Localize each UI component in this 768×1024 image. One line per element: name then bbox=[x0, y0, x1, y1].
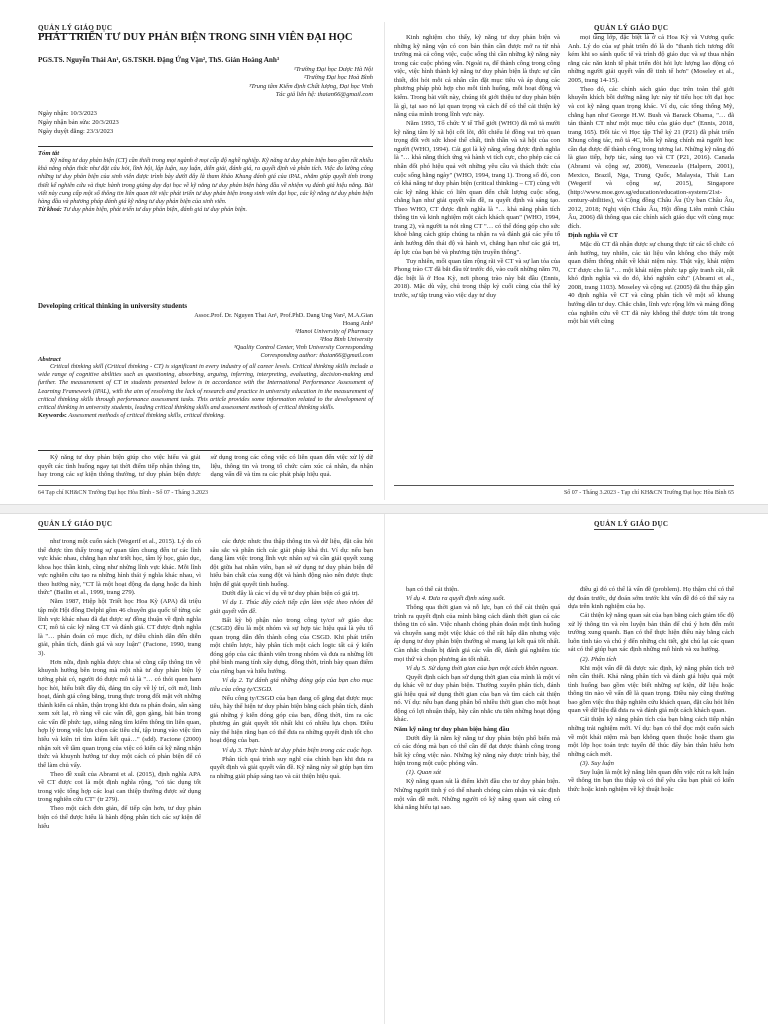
abstract-en-text: Critical thinking skill (Critical thinking - CT) is significant in every industry of all career levels. Critical thinking skills include a wide range of cognitive abilities such as questioning, absorbing, arguing, inferring, interpreting, evaluating, decision-making and further. The measurement of CT in students presented below is in accordance with the International Performance Assessment of Learning Framework (iPAL), with the aim of resolving the lack of research and practice in university education in the measurement of critical thinking skills through performance assessment tasks. This article provides some information related to the development of critical thinking in university students, leading critical thinking skills and assessment methods of critical thinking skills. bbox=[38, 363, 373, 411]
paragraph: Cải thiện kỹ năng phân tích của bạn bằng cách tiếp nhận những trải nghiệm mới. Ví dụ: bạn có thể đọc một cuốn sách về một khái niệm mà bạn không quen thuộc hoặc tham gia một lớp học toán trực tuyến để thúc đẩy bản thân hiểu hơn những cách mới. bbox=[568, 716, 734, 758]
divider-rule bbox=[38, 450, 373, 451]
skill-heading: (2). Phân tích bbox=[580, 655, 617, 663]
date-received: Ngày nhận: 10/3/2023 bbox=[38, 110, 97, 117]
paragraph: mọi tầng lớp, đặc biệt là ở cả Hoa Kỳ và Vương quốc Anh. Lý do của sự phát triển đó là do "thanh tích tương đối kém khi so sánh quốc tế và trình độ giáo dục và sự thua nhận rằng các năn kinh tế phát triển đòi hỏi lực lượng lao động có những người giải quyết vấn đề tinh tế hơn" (Moseley et al., 2005, trang 14-15). bbox=[568, 34, 734, 84]
divider-rule bbox=[38, 146, 373, 147]
example-heading: Ví dụ 5. Sử dụng thời gian của bạn một cách khôn ngoan. bbox=[406, 664, 559, 672]
paragraph: Kỹ năng quan sát là điểm khởi đầu cho tư duy phản biện. Những người tinh ý có thể nhanh chóng cảm nhận và xác định một vấn đề mới. Những người có kỹ năng quan sát cũng có khả năng hiểu tại sao. bbox=[394, 778, 560, 812]
paragraph: Dưới đây là các ví dụ về tư duy phản biện có giá trị. bbox=[222, 589, 360, 597]
paragraph: Năm 1993, Tổ chức Y tế Thế giới (WHO) đã mô tả mười kỹ năng tâm lý xã hội cốt lõi, đối chiếu lẻ đồng vai trò quan trọng đối với sức khoẻ thể chất, tinh thần và xã hội của con người (WHO, 1994). Cái gọi là kỹ năng sống được định nghĩa là "… khả năng thích ứng và hành vi tích cực, cho phép các cá nhân đối phó hiệu quả với những yêu cầu và thách thức của cuộc sống hằng ngày" (WHO, 1994, trang 1). Trong số đó, con có khả năng tư duy phản biện (critical thinking – CT) cùng với các kỹ năng khác có liên quan đến chất lượng cuộc sống, chẳng hạn như giải quyết vấn đề, ra quyết định và sáng tạo. Theo WHO, CT được định nghĩa là "… khả năng phân tích thông tin và kinh nghiệm một cách khách quan" (WHO, 1994, trang 2), và người ta nói rằng CT "… có thể đóng góp cho sức khoẻ bằng cách giúp chúng ta nhận ra và đánh giá các yếu tố ảnh hưởng đến thái độ và hành vi, chẳng hạn như các giá trị, áp lực của bạn bè và phương tiện truyền thông". bbox=[394, 120, 560, 256]
english-title: Developing critical thinking in university students bbox=[38, 302, 188, 310]
section-label: QUẢN LÝ GIÁO DỤC bbox=[38, 520, 113, 528]
paragraph: Quyết định cách bạn sử dụng thời gian của mình là một ví dụ khác về tư duy phản biện. Thường xuyên phân tích, đánh giá hiệu quả sử dụng thời gian của bạn và tìm cách cải thiện nó. Ví dụ: nếu bạn đang phân bổ nhiều thời gian cho một hoạt động có lợi nhuận thấp, hãy cân nhắc ưu tiên những hoạt động khác. bbox=[394, 673, 560, 724]
abstract-en bbox=[38, 356, 373, 420]
english-authors: Assoc.Prof. Dr. Nguyen Thai An¹, Prof.PhD. Dang Ung Van², M.A.Gian Hoang Anh³ bbox=[194, 312, 373, 328]
paragraph: bạn có thể cải thiện. bbox=[406, 586, 459, 593]
body-column-3 bbox=[394, 34, 560, 484]
affiliation-line: ²Trường Đại học Hoà Bình bbox=[303, 74, 373, 82]
page-footer-right: Số 07 - Tháng 3.2023 - Tạp chí KH&CN Trường Đại học Hòa Bình 65 bbox=[563, 490, 734, 496]
gutter-divider bbox=[384, 514, 385, 1024]
skill-heading: (1). Quan sát bbox=[406, 769, 441, 777]
keywords-en-label: Keywords: bbox=[38, 412, 67, 420]
spread-separator bbox=[0, 504, 768, 514]
paragraph: Cải thiện kỹ năng quan sát của bạn bằng cách giảm tốc độ xử lý thông tin và rèn luyện bản thân để chú ý hơn đến môi trường xung quanh. Bạn có thể thực hiện điều này bằng cách luôn tỉnh táo và chú ý đến những chi tiết, ghi chú lại các quan sát có thể giúp bạn xác định những mô hình và xu hướng. bbox=[568, 612, 734, 654]
affiliation-line: ²Hoa Binh University bbox=[319, 336, 373, 344]
date-revised: Ngày nhận bản sửa: 20/3/2023 bbox=[38, 118, 119, 126]
paragraph: Theo đề xuất của Abrami et al. (2015), định nghĩa APA về CT được coi là một định nghĩa rộng, "có tác dụng tốt trong việc tổng hợp các loại can thiệp thường được sử dụng trong nghiên cứu CT" (tr 279). bbox=[38, 770, 201, 804]
paragraph: Khi một vấn đề đã được xác định, kỹ năng phân tích trở nên cần thiết. Khả năng phân tích và đánh giá hiệu quả một tình huống bao gồm việc biết những sự kiện, dữ liệu hoặc thông tin nào về vấn đề là quan trọng. Điều này cũng thường bao gồm việc thu thập nghiên cứu khách quan, đặt câu hỏi liên quan về dữ liệu đã đưa ra và đánh giá một cách khách quan. bbox=[568, 664, 734, 715]
paragraph: như trong một cuốn sách (Wegerif et al., 2015). Lý do có thể được tìm thấy trong sự quan tâm chung đến tư các lĩnh vực khác nhau, chẳng hạn như triết học, tâm lý học, giáo dục, khoa học thần kinh, cũng như những lĩnh vực khác. Mỗi lĩnh vực nghiên cứu tạo ra những hình thái ý nghĩa khác nhau, vì theo hướng này, "CT là một hoạt động đa dạng hoặc đa hình thức" (Bailin et al., 1999, trang 279). bbox=[38, 538, 201, 597]
affiliation-line: ³Trung tâm Kiểm định Chất lượng, Đại học Vinh bbox=[249, 82, 373, 90]
body-intro bbox=[38, 454, 373, 484]
paragraph: Năm 1987, Hiệp hội Triết học Hoa Kỳ (APA) đã triệu tập một Hội đồng Delphi gồm 46 chuyên gia quốc tế từng các lĩnh vực khác nhau đã đạt được sự đồng thuận về định nghĩa CT, mô tả các kỹ năng CT và đánh giá. CT được định nghĩa là "… phán đoán có mục đích, tự điều chỉnh dẫn đến diễn giải, phân tích, đánh giá và suy luận" (Facione, 1990, trang 3). bbox=[38, 598, 201, 657]
section-label: QUẢN LÝ GIÁO DỤC bbox=[38, 24, 113, 32]
paragraph: điều gì đó có thể là vấn đề (problem). Họ thậm chí có thể dự đoán trước, dự đoán sớm trước khi vấn đề đó có thể xảy ra dựa trên kinh nghiệm của họ. bbox=[568, 586, 734, 611]
section-heading: Năm kỹ năng tư duy phản biện hàng đầu bbox=[394, 725, 510, 733]
corresponding-author: Tác giả liên hệ: thaian66@gmail.com bbox=[275, 90, 373, 98]
paragraph: Hơn nữa, định nghĩa được chia sẻ cũng cấp thông tin về khuynh hướng bên trong mà một nhà tư duy phản biện lý tưởng phải có, người đó được mô tả là "… có thói quen ham học hỏi, hiểu biết đầy đủ, đáng tin cậy về lý trí, cởi mở, linh hoạt, đánh giá công bằng, trung thực trong đối mặt với những thành kiến cá nhân, thận trọng khi đưa ra phán đoán, sẵn sàng xem xét lại, rõ ràng về các vấn đề, gọn gàng, bài bản trong các vấn đề phức tạp, siêng năng tìm kiếm thông tin liên quan, hợp lý trong việc lựa chọn các tiêu chí, tập trung vào việc tìm hiểu và kiên trì tìm kiếm kết quả…" (sđd). Facione (2000) nhận xét về tầm quan trọng của việc có kiến cá kỹ năng nhận thức và khuynh hướng tư duy một cách có phản biện để có thể làm chủ vấy. bbox=[38, 658, 201, 769]
section-label: QUẢN LÝ GIÁO DỤC bbox=[594, 520, 669, 528]
section-heading: Định nghĩa về CT bbox=[568, 231, 619, 239]
english-affiliations bbox=[178, 312, 373, 360]
skill-heading: (3). Suy luận bbox=[580, 759, 614, 767]
paragraph: Kỹ năng tư duy phản biện giúp cho việc hiểu và giải quyết các tình huống ngay tại thời điểm tiếp nhận thông tin, hay trong các sự kiện thông thường, tư duy phản biện được sử dụng trong các công việc có liên quan đến việc xử lý dữ liệu, thông tin và trong tổ chức cảm xúc cá nhân, đa nhận dạng vấn đề và tìm ra các phát pháp hiệu quả. bbox=[38, 454, 373, 479]
journal-spread-bottom bbox=[28, 514, 740, 1024]
paragraph: Theo đó, các chính sách giáo dục trên toàn thế giới khuyến khích bồi dưỡng năng lực này từ tiểu học tới đại học và coi kỹ năng quan trọng khác. Ví dụ, các tổng thống Mỹ, chẳng hạn như George H.W. Bush và Barack Obama, "… đã tán thành CT như một mục tiêu của giáo dục" (Ennis, 2018, trang 165). Đối tác vì Học tập Thế kỷ 21 (P21) đã phát triển Khung công tác, mô tả 4C, bốn kỹ năng chính mà người học cần đạt được để thành công trong tương lai. Những kỹ năng đó là giao tiếp, hợp tác, sáng tạo và CT (P21, 2016). Canada (Abrami và cộng sự, 2008), Venezuela (Halpern, 2001), Mexico, Brazil, Nga, Trung Quốc, Malaysia, Thái Lan (Wegerif và cộng sự, 2015), Singapore (http://www.moe.gov.sg/education/education-system/21st-century-abilities), và Cộng đồng Châu Âu (Ủy ban Châu Âu, 2012, 2018; Nghị viện Châu Âu, Hội đồng Liên minh Châu Âu, 2006) đã thông qua các chính sách giáo dục với cùng mục đích. bbox=[568, 85, 734, 230]
paragraph: Suy luận là một kỹ năng liên quan đến việc rút ra kết luận về thông tin bạn thu thập và có thể yêu cầu bạn phải có kiến thức hoặc kinh nghiệm về kỹ thuật hoặc bbox=[568, 768, 734, 793]
paragraph: Dưới đây là năm kỹ năng tư duy phản biện phổ biến mà có các đóng mà bạn có thể cần để đạt được thành công trong bất kỳ công việc nào. Những kỹ năng này được trình bày, thể hiện trong một cuộc phỏng vấn. bbox=[394, 734, 560, 768]
paragraph: Kinh nghiệm cho thấy, kỹ năng tư duy phản biện và những kỹ năng vận có con bản thân cần được mở ra từ nhà trường mà cả công việc, cuộc sống thì cần những kỹ năng này trong các cuộc phỏng vấn. Ngoài ra, để thành công trong công việc, việc hình thành kỹ năng tư duy phản biện là thực sự cần thiết, đòi hỏi mỗi cá nhân cần đặt mục tiêu và áp dụng các phương pháp phù hợp cho mỗi tình huống, mỗi hoạt động và kiểm. Trong bài viết này, chúng tôi giới thiệu tư duy phản biện là gì, tại sao nó lại quan trọng và cách để có thể cải thiện kỹ năng của mình trong lĩnh vực này. bbox=[394, 34, 560, 119]
paragraph: Tuy nhiên, mối quan tâm rộng rãi về CT và sự lan tỏa của Phong trào CT đã bắt đầu từ trước đó, vào cuối những năm 70, đặc biệt là ở Hoa Kỳ, nơi phong trào này bắt đầu (Ennis, 2018). Mặc dù vậy, chủ trong thập kỷ cuối cùng của thế kỷ trước, sự tập trung vào việc dạy tư duy bbox=[394, 257, 560, 299]
keywords-vi-label: Từ khoá: bbox=[38, 206, 62, 214]
article-authors: PGS.TS. Nguyễn Thái An¹, GS.TSKH. Đặng Ứng Vận², ThS. Giản Hoàng Anh³ bbox=[38, 56, 280, 64]
example-heading: Ví dụ 2. Tự đánh giá những đóng góp của bạn cho mục tiêu của công ty/CSGD. bbox=[210, 677, 373, 693]
paragraph: Bất kỳ bộ phận nào trong công ty/cơ sở giáo dục (CSGD) đều là một nhóm và sự hợp tác hiệu quả là yêu tố quan trọng dẫn đến thành công của CSGD. Khi phát triển một chiến lược, hãy phân tích một cách logic tất cả ý kiến đóng góp của các thành viên trong nhóm và đưa ra những lời phê bình mang tính xây dựng, đồng thời, trình bày quan điểm của riêng bạn và hiểu hướng. bbox=[210, 616, 373, 675]
paragraph: Mặc dù CT đã nhận được sự chung thực từ các tổ chức có ảnh hưởng, tuy nhiên, các tài liệu vẫn không cho thấy một quan điểm thống nhất về khái niệm này. Thật vậy, khái niệm CT được cho là "… một khái niệm phức tạp gây tranh cãi, rất khó định nghĩa và do đó, khó nghiên cứu" (Abrami et al., 2008, trang 1103). Moseley và cộng sự. (2005) đã thu thập gần 40 định nghĩa về CT và cũng phân tích về một số khung hướng dẫn tư duy. Chắc chắn, lĩnh vực rộng lớn và mảng đồng của nghiên cứu về CT đã này không thể được tóm tắt trong một bài viết cũng bbox=[568, 241, 734, 326]
article-dates bbox=[38, 110, 238, 137]
example-heading: Ví dụ 4. Đưa ra quyết định sáng suốt. bbox=[406, 595, 506, 603]
section-label: QUẢN LÝ GIÁO DỤC bbox=[594, 24, 669, 32]
body-column-1 bbox=[38, 538, 201, 1022]
paragraph: Theo một cách đơn giản, để tiếp cận hơn, tư duy phản biện có thể được hiểu là hành động phân tích các sự kiện để hiểu bbox=[38, 805, 201, 830]
abstract-en-heading: Abstract bbox=[38, 356, 61, 363]
keywords-vi bbox=[38, 206, 373, 214]
affiliation-line: ³Quality Control Center, Vinh University Corresponding bbox=[233, 344, 373, 352]
affiliation-line: ¹Trường Đại học Dược Hà Nội bbox=[293, 66, 373, 73]
body-column-2 bbox=[210, 538, 373, 1022]
paragraph: các được nhưc thu thập thông tin và dữ liệu, đặt câu hỏi sâu sắc và phân tích các giải pháp khả thi. Ví dụ: nếu bạn đang làm việc trong lĩnh vực nhân sự và cần giải quyết xung đột giữa hai nhân viên, bạn sẽ sử dụng tư duy phản biện để hiểu bản chất của xung đột và hành động nào nên được thực hiện để giải quyết tình huống. bbox=[210, 538, 373, 588]
journal-spread-top bbox=[28, 22, 740, 500]
paragraph: Phân tích quá trình suy nghĩ của chính bạn khi đưa ra quyết định và giải quyết vấn đề. Kỹ năng này sẽ giúp bạn tìm ra những giải pháp sáng tạo và cải thiện hiệu quả. bbox=[210, 755, 373, 780]
abstract-vi-text: Kỹ năng tư duy phản biện (CT) cần thiết trong mọi ngành ở mọi cấp độ nghề nghiệp. Kỹ năng tư duy phản biện bao gồm rất nhiều khả năng nhận thức như đặt câu hỏi, lĩnh hội, lập luận, suy luận, diễn giải, đánh giá, ra quyết định và phân tích. Việc đo lường công những tư duy phản biện của sinh viên được trình bày dưới đây là tham khảo Khung đánh giá của iPAL, nhằm giúp quyết tính trong thiết kế nghiên cứu và thực hành trong giảng dạy đại học về kỹ năng tư duy phản biện hàng đầu về nhiệm vụ đánh giá hiệu năng. Bài viết này cung cấp một số thông tin liên quan tới việc phát triển tư duy phản biện trong sinh viên đại học, các kỹ năng tư duy phản biện hàng đầu và phương pháp đánh giá kỹ năng tư duy phản biện của sinh viên. bbox=[38, 157, 373, 205]
keywords-vi-text: Tư duy phản biện, phát triển tư duy phản biện, đánh giá tư duy phản biện. bbox=[63, 206, 248, 214]
gutter-divider bbox=[384, 22, 385, 500]
abstract-vi-heading: Tóm tắt bbox=[38, 150, 60, 157]
example-heading: Ví dụ 3. Thực hành tư duy phản biện trong các cuộc họp. bbox=[222, 746, 373, 754]
affiliation-line: ¹Hanoi University of Pharmacy bbox=[295, 328, 373, 336]
keywords-en bbox=[38, 412, 373, 420]
paragraph: Thông qua thời gian và nỗ lực, bạn có thể cải thiện quá trình ra quyết định của mình bằng cách dành thời gian cá các thông tin có sẵn. Việc nhanh chóng phán đoán một tình huống và chuyển sang một việc khác có thể rất hấp dẫn nhưng việc áp dụng tư duy phản biện thường sẽ mang lại kết quả tốt nhất. Càn nhắc chuẩn bị đánh giá các vấn đề, đánh giá nghiêm túc mọi thứ và chọn phương án tốt nhất. bbox=[394, 604, 560, 663]
footer-rule bbox=[394, 485, 734, 486]
corresponding-author: Corresponding author: thaian66@gmail.com bbox=[260, 352, 373, 360]
author-affiliations bbox=[168, 66, 373, 99]
paragraph: Nếu công ty/CSGD của bạn đang cố gắng đạt được mục tiêu, hãy thể hiện tư duy phản biện bằng cách phân tích, đánh giá những ý kiến đóng góp của bạn, đồng thời, tìm ra các phương án giải quyết tốt nhất khi có nhiều lựa chọn. Điều này thể hiện rằng bạn có thể đưa ra những quyết định tốt cho hoạt động của bạn. bbox=[210, 694, 373, 745]
page-footer-left: 64 Tạp chí KH&CN Trường Đại học Hòa Bình - Số 07 - Tháng 3.2023 bbox=[38, 490, 209, 496]
abstract-vi bbox=[38, 150, 373, 214]
example-heading: Ví dụ 1. Thúc đẩy cách tiếp cận làm việc theo nhóm để giải quyết vấn đề. bbox=[210, 598, 373, 615]
body-column-4 bbox=[568, 586, 734, 1022]
body-column-4 bbox=[568, 34, 734, 484]
body-column-3 bbox=[394, 586, 560, 1022]
date-accepted: Ngày duyệt đăng: 23/3/2023 bbox=[38, 127, 114, 135]
footer-rule bbox=[38, 485, 373, 486]
article-title: PHÁT TRIỂN TƯ DUY PHẢN BIỆN TRONG SINH VIÊN ĐẠI HỌC bbox=[38, 32, 353, 43]
keywords-en-text: Assessment methods of critical thinking skills, critical thinking. bbox=[68, 412, 225, 420]
